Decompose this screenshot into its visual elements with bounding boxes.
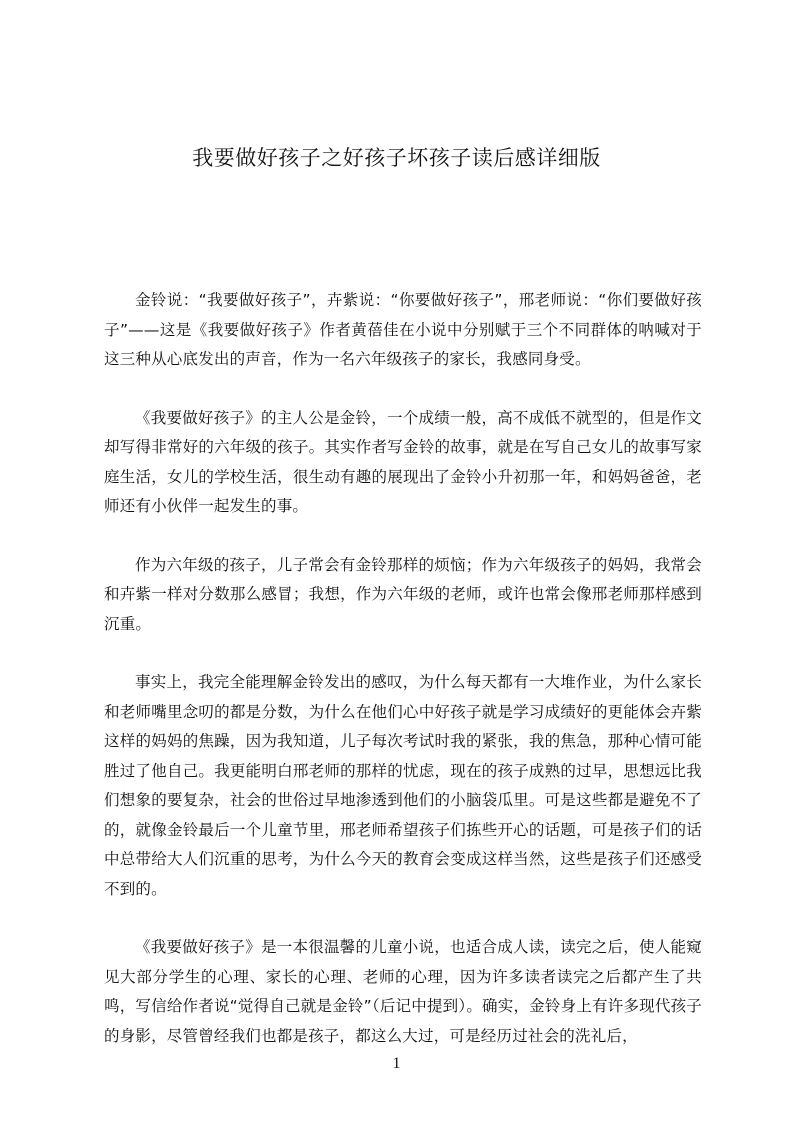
paragraph-5: 《我要做好孩子》是一本很温馨的儿童小说，也适合成人读，读完之后，使人能窥见大部分学生的心理、家长的心理、老师的心理，因为许多读者读完之后都产生了共鸣，写信给作者说“觉得自己就是金铃”（后记中提到）。确实，金铃身上有许多现代孩子的身影，尽管曾经我们也都是孩子，都这么大过，可是经历过社会的洗礼后， (104, 938, 702, 1045)
paragraph-1: 金铃说：“我要做好孩子”，卉紫说：“你要做好孩子”，邢老师说：“你们要做好孩子”——这是《我要做好孩子》作者黄蓓佳在小说中分别赋于三个不同群体的呐喊对于这三种从心底发出的声音，作为一名六年级孩子的家长，我感同身受。 (104, 291, 702, 368)
document-title: 我要做好孩子之好孩子坏孩子读后感详细版 (192, 146, 601, 170)
paragraph-3: 作为六年级的孩子，儿子常会有金铃那样的烦恼；作为六年级孩子的妈妈，我常会和卉紫一样对分数那么感冒；我想，作为六年级的老师，或许也常会像邢老师那样感到沉重。 (104, 555, 702, 633)
document-body (104, 286, 702, 1080)
paragraph-2: 《我要做好孩子》的主人公是金铃，一个成绩一般，高不成低不就型的，但是作文却写得非常好的六年级的孩子。其实作者写金铃的故事，就是在写自己女儿的故事写家庭生活，女儿的学校生活，很生动有趣的展现出了金铃小升初那一年，和妈妈爸爸，老师还有小伙伴一起发生的事。 (104, 408, 702, 515)
page-number: 1 (392, 1055, 401, 1072)
paragraph-4: 事实上，我完全能理解金铃发出的感叹，为什么每天都有一大堆作业，为什么家长和老师嘴里念叨的都是分数，为什么在他们心中好孩子就是学习成绩好的更能体会卉紫这样的妈妈的焦躁，因为我知道，儿子每次考试时我的紧张，我的焦急，那种心情可能胜过了他自己。我更能明白邢老师的那样的忧虑，现在的孩子成熟的过早，思想远比我们想象的要复杂，社会的世俗过早地渗透到他们的小脑袋瓜里。可是这些都是避免不了的，就像金铃最后一个儿童节里，邢老师希望孩子们拣些开心的话题，可是孩子们的话中总带给大人们沉重的思考，为什么今天的教育会变成这样当然，这些是孩子们还感受不到的。 (104, 673, 702, 898)
